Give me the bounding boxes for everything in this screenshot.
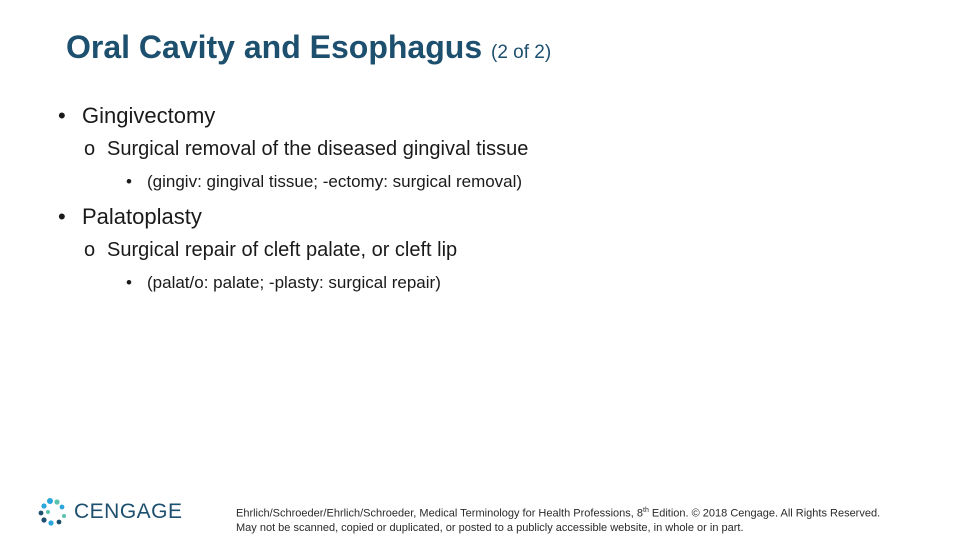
footer-line-2: May not be scanned, copied or duplicated, or posted to a publicly accessible website, in whole or in part.	[236, 521, 744, 534]
footer-line-1-pre: Ehrlich/Schroeder/Ehrlich/Schroeder, Medical Terminology for Health Professions, 8	[236, 507, 643, 520]
sub-sub-bullet-marker: •	[126, 172, 132, 191]
cengage-dots-icon	[38, 497, 68, 527]
slide-title	[66, 28, 551, 72]
sub-bullet-marker: o	[84, 138, 96, 160]
slide-title-main: Oral Cavity and Esophagus	[66, 29, 483, 65]
sub-bullet-palatoplasty-definition	[84, 239, 457, 262]
copyright-footer	[236, 504, 880, 535]
sub-sub-bullet-marker: •	[126, 273, 132, 292]
sub-sub-bullet-gingivectomy-etymology	[126, 172, 522, 192]
footer-line-1	[236, 504, 880, 521]
sub-sub-bullet-text: (gingiv: gingival tissue; -ectomy: surgical removal)	[147, 172, 523, 191]
sub-sub-bullet-palatoplasty-etymology	[126, 273, 441, 293]
slide-title-suffix: (2 of 2)	[491, 42, 552, 63]
sub-bullet-text: Surgical repair of cleft palate, or cleft lip	[107, 239, 458, 261]
sub-bullet-text: Surgical removal of the diseased gingival tissue	[107, 138, 529, 160]
cengage-logo-text: CENGAGE	[74, 500, 183, 523]
bullet-marker: •	[58, 204, 66, 229]
bullet-item-palatoplasty	[58, 204, 202, 230]
footer-line-1-post: Edition. © 2018 Cengage. All Rights Reserved.	[648, 507, 881, 520]
footer-superscript: th	[643, 507, 649, 514]
bullet-heading: Palatoplasty	[82, 204, 202, 229]
bullet-marker: •	[58, 103, 66, 128]
bullet-heading: Gingivectomy	[82, 103, 216, 128]
sub-bullet-gingivectomy-definition	[84, 138, 528, 161]
bullet-item-gingivectomy	[58, 103, 215, 129]
cengage-logo	[38, 497, 183, 527]
sub-sub-bullet-text: (palat/o: palate; -plasty: surgical repair)	[147, 273, 441, 292]
sub-bullet-marker: o	[84, 239, 96, 261]
